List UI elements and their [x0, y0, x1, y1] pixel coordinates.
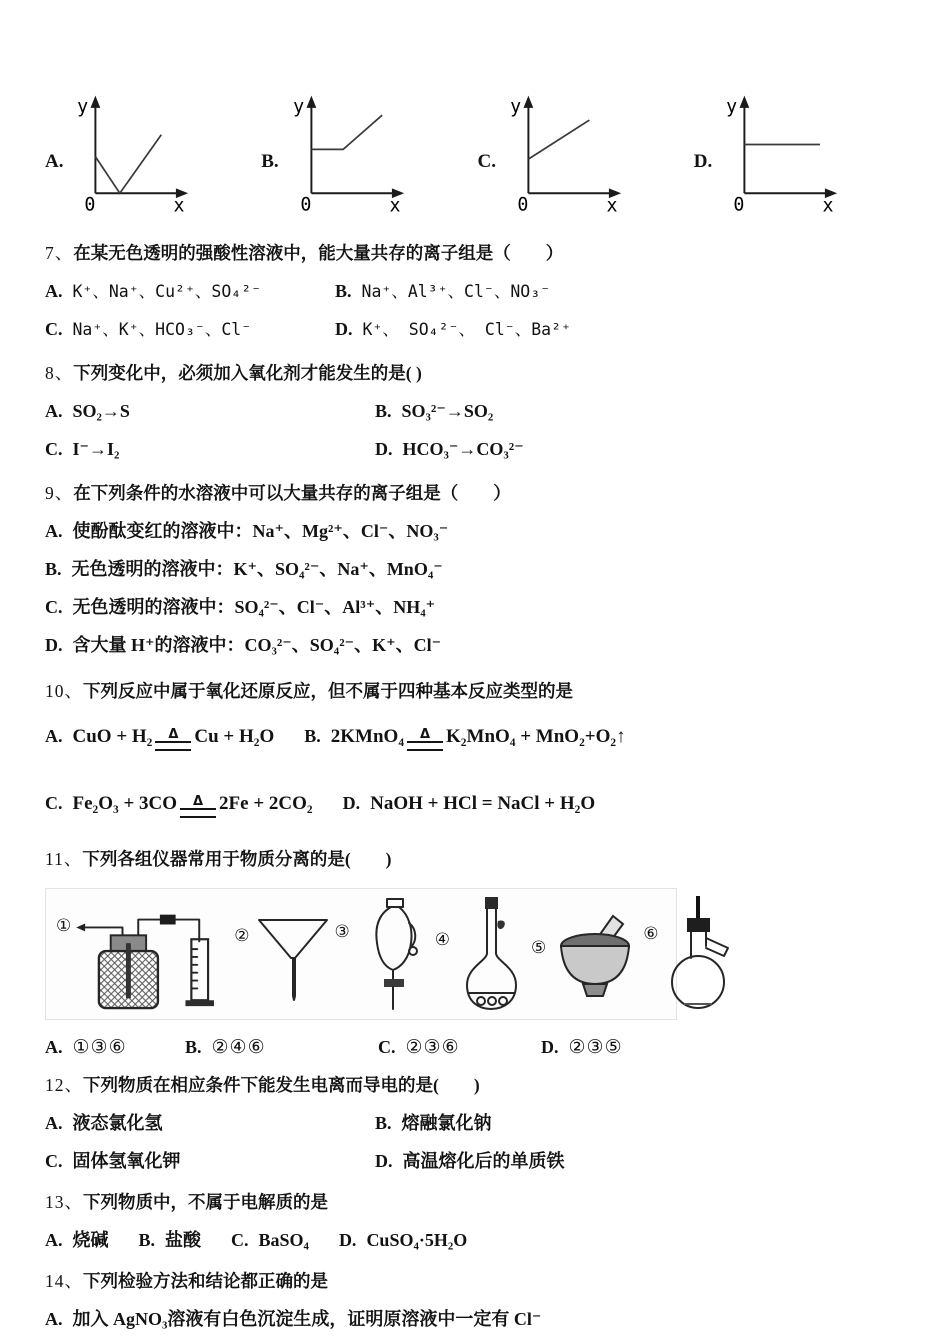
q11-options-row — [45, 1036, 910, 1058]
apparatus-3 — [335, 895, 435, 1013]
y-axis-label: y — [77, 96, 89, 118]
option-label: A. — [45, 521, 63, 541]
distillation-flask-icon — [660, 894, 738, 1014]
y-axis-label: y — [510, 96, 522, 118]
apparatus-6 — [643, 894, 737, 1014]
graph-option-b — [261, 93, 477, 213]
q7-options-row-2 — [45, 317, 910, 342]
q12-options-row-1 — [45, 1111, 910, 1136]
origin-label: 0 — [300, 194, 312, 213]
question-number: 11、 — [45, 849, 83, 869]
graph-option-a — [45, 93, 261, 213]
option-text: 高温熔化后的单质铁 — [402, 1151, 565, 1171]
question-12 — [45, 1072, 910, 1174]
option-label: C. — [45, 1151, 63, 1171]
question-13-title — [45, 1189, 910, 1215]
option-text: SO₂→S — [72, 401, 130, 421]
option-label: C. — [378, 1036, 396, 1057]
option-text: Na⁺、K⁺、HCO₃⁻、Cl⁻ — [72, 320, 252, 339]
question-number: 8、 — [45, 363, 74, 383]
q10-options-row-1 — [45, 710, 910, 755]
option-c — [45, 791, 313, 822]
option-text: 熔融氯化钠 — [401, 1113, 492, 1133]
option-a — [45, 1307, 541, 1332]
option-text: ①③⑥ — [72, 1036, 127, 1058]
option-label: D. — [338, 1230, 357, 1250]
question-13 — [45, 1189, 910, 1253]
option-label: C. — [45, 597, 63, 617]
curve — [96, 135, 162, 194]
equation-right: K₂MnO₄ + MnO₂+O₂↑ — [446, 726, 626, 747]
double-bar — [407, 741, 443, 751]
delta-condition-symbol — [155, 729, 191, 751]
x-axis-label: x — [173, 195, 185, 213]
option-d — [375, 437, 524, 462]
option-label: C. — [45, 319, 63, 339]
equation-full: NaOH + HCl = NaCl + H₂O — [370, 793, 596, 814]
circled-number: ② — [234, 926, 250, 946]
option-text: 液态氯化氢 — [72, 1113, 163, 1133]
option-label: C. — [231, 1230, 249, 1250]
q9-option-c — [45, 595, 910, 620]
graph-a-plot — [71, 93, 193, 213]
option-label: A. — [45, 1036, 63, 1057]
question-7-title — [45, 240, 910, 266]
option-text: ②④⑥ — [211, 1036, 266, 1058]
separating-funnel-icon — [351, 895, 435, 1013]
apparatus-figure — [45, 888, 677, 1020]
answer-graphs-row — [45, 92, 910, 214]
equation-right: 2Fe + 2CO₂ — [219, 793, 313, 814]
option-text: 使酚酞变红的溶液中：Na⁺、Mg²⁺、Cl⁻、NO₃⁻ — [72, 521, 449, 541]
option-b — [139, 1228, 202, 1253]
question-11-title — [45, 846, 910, 872]
q7-options-row-1 — [45, 279, 910, 304]
q14-option-a — [45, 1307, 910, 1332]
option-label: C. — [45, 793, 63, 813]
option-text: I⁻→I₂ — [72, 439, 120, 459]
mortar-and-pestle-icon — [547, 902, 643, 1006]
x-axis-label: x — [822, 195, 834, 213]
option-label: A. — [45, 1230, 63, 1250]
apparatus-2 — [234, 898, 334, 1010]
option-text: 无色透明的溶液中：K⁺、SO₄²⁻、Na⁺、MnO₄⁻ — [71, 559, 443, 579]
apparatus-4 — [435, 895, 531, 1013]
origin-label: 0 — [733, 194, 745, 213]
option-c — [45, 437, 375, 462]
question-text: 下列各组仪器常用于物质分离的是( ) — [82, 849, 392, 869]
graph-c-plot — [504, 93, 626, 213]
question-text: 在下列条件的水溶液中可以大量共存的离子组是（ ） — [73, 483, 511, 503]
apparatus-5 — [531, 902, 643, 1006]
option-label: D. — [45, 635, 63, 655]
option-text: K⁺、 SO₄²⁻、 Cl⁻、Ba²⁺ — [362, 320, 571, 339]
question-text: 在某无色透明的强酸性溶液中，能大量共存的离子组是（ ） — [73, 243, 564, 263]
option-label: D. — [541, 1036, 559, 1057]
question-12-title — [45, 1072, 910, 1098]
question-11 — [45, 846, 910, 1058]
equation-left: Fe₂O₃ + 3CO — [72, 793, 178, 814]
question-10 — [45, 678, 910, 822]
option-label: A. — [45, 726, 63, 746]
question-number: 12、 — [45, 1075, 83, 1095]
q9-option-a — [45, 519, 910, 544]
question-text: 下列变化中，必须加入氧化剂才能发生的是( ) — [73, 363, 422, 383]
option-d — [343, 791, 596, 816]
option-text: K⁺、Na⁺、Cu²⁺、SO₄²⁻ — [72, 282, 262, 301]
option-label: D. — [375, 439, 393, 459]
option-text: CuSO₄·5H₂O — [366, 1230, 468, 1250]
equation-left: 2KMnO₄ — [330, 726, 405, 747]
option-text: 盐酸 — [165, 1230, 202, 1250]
question-10-title — [45, 678, 910, 704]
option-label: B. — [335, 281, 352, 301]
option-d — [375, 1149, 565, 1174]
option-label: D. — [375, 1151, 393, 1171]
question-7 — [45, 240, 910, 342]
option-c — [45, 317, 335, 342]
q8-options-row-1 — [45, 399, 910, 424]
question-text: 下列检验方法和结论都正确的是 — [83, 1271, 328, 1291]
origin-label: 0 — [517, 194, 529, 213]
double-bar — [155, 741, 191, 751]
option-label: A. — [45, 401, 63, 421]
option-text: ②③⑥ — [405, 1036, 460, 1058]
y-axis-label: y — [726, 96, 738, 118]
question-number: 13、 — [45, 1192, 83, 1212]
option-a — [45, 399, 375, 424]
option-a — [45, 279, 335, 304]
delta-glyph: Δ — [193, 794, 204, 809]
q8-options-row-2 — [45, 437, 910, 462]
option-text: ②③⑤ — [568, 1036, 623, 1058]
option-text: SO₃²⁻→SO₂ — [401, 401, 494, 421]
question-8 — [45, 360, 910, 462]
option-text: 无色透明的溶液中：SO₄²⁻、Cl⁻、Al³⁺、NH₄⁺ — [72, 597, 436, 617]
option-b — [335, 279, 550, 304]
delta-glyph: Δ — [420, 727, 431, 742]
question-8-title — [45, 360, 910, 386]
option-label: D. — [335, 319, 353, 339]
option-label: B. — [138, 1230, 156, 1250]
circled-number: ⑥ — [643, 924, 659, 944]
delta-condition-symbol — [407, 729, 443, 751]
question-9-title — [45, 480, 910, 506]
circled-number: ④ — [434, 930, 450, 950]
x-axis-label: x — [389, 195, 401, 213]
option-label: D. — [342, 793, 361, 813]
question-number: 10、 — [45, 681, 83, 701]
option-text: Na⁺、Al³⁺、Cl⁻、NO₃⁻ — [361, 282, 551, 301]
option-label: B. — [45, 559, 62, 579]
option-text: 加入 AgNO₃溶液有白色沉淀生成，证明原溶液中一定有 Cl⁻ — [72, 1309, 542, 1329]
question-number: 14、 — [45, 1271, 83, 1291]
gas-washing-bottle-icon — [72, 894, 234, 1014]
circled-number: ③ — [334, 922, 350, 942]
question-text: 下列物质中，不属于电解质的是 — [83, 1192, 328, 1212]
question-9 — [45, 480, 910, 658]
option-d — [541, 1036, 623, 1058]
option-label: A. — [45, 1113, 63, 1133]
y-axis-label: y — [292, 96, 304, 118]
circled-number: ① — [56, 916, 72, 936]
graph-d-plot — [720, 93, 842, 213]
graph-option-c — [478, 93, 694, 213]
graph-label: B. — [261, 151, 279, 172]
question-14-title — [45, 1268, 910, 1294]
question-number: 7、 — [45, 243, 74, 263]
equation-right: Cu + H₂O — [194, 726, 275, 747]
volumetric-flask-icon — [451, 895, 531, 1013]
question-text: 下列物质在相应条件下能发生电离而导电的是( ) — [83, 1075, 480, 1095]
option-d — [339, 1228, 467, 1253]
graph-label: C. — [477, 151, 496, 172]
option-a — [45, 1036, 185, 1058]
option-label: A. — [45, 281, 63, 301]
option-c — [231, 1228, 309, 1253]
option-b — [375, 399, 493, 424]
origin-label: 0 — [84, 194, 96, 213]
option-a — [45, 1228, 109, 1253]
delta-condition-symbol — [180, 796, 216, 818]
option-c — [378, 1036, 541, 1058]
option-label: A. — [45, 1309, 63, 1329]
option-text: 含大量 H⁺的溶液中：CO₃²⁻、SO₄²⁻、K⁺、Cl⁻ — [72, 635, 442, 655]
question-14 — [45, 1268, 910, 1332]
graph-b-plot — [287, 93, 409, 213]
option-c — [45, 1149, 375, 1174]
question-text: 下列反应中属于氧化还原反应，但不属于四种基本反应类型的是 — [83, 681, 573, 701]
option-text: 固体氢氧化钾 — [72, 1151, 181, 1171]
question-number: 9、 — [45, 483, 74, 503]
option-text: BaSO₄ — [258, 1230, 309, 1250]
double-bar — [180, 808, 216, 818]
circled-number: ⑤ — [531, 938, 547, 958]
option-label: C. — [45, 439, 63, 459]
option-b — [304, 724, 625, 755]
option-text: HCO₃⁻→CO₃²⁻ — [402, 439, 524, 459]
q9-option-d — [45, 633, 910, 658]
graph-option-d — [694, 93, 910, 213]
option-a — [45, 724, 274, 755]
graph-label: D. — [693, 151, 713, 172]
funnel-icon — [251, 898, 335, 1010]
option-b — [185, 1036, 378, 1058]
option-label: B. — [375, 401, 392, 421]
option-label: B. — [375, 1113, 392, 1133]
graph-label: A. — [45, 151, 64, 172]
option-a — [45, 1111, 375, 1136]
q9-option-b — [45, 557, 910, 582]
curve — [311, 115, 382, 149]
x-axis-label: x — [606, 195, 618, 213]
curve — [528, 120, 589, 159]
option-label: B. — [304, 726, 321, 746]
option-label: B. — [185, 1036, 202, 1057]
option-b — [375, 1111, 492, 1136]
apparatus-1 — [56, 894, 234, 1014]
delta-glyph: Δ — [168, 727, 179, 742]
q10-options-row-2 — [45, 777, 910, 822]
equation-left: CuO + H₂ — [72, 726, 153, 747]
option-d — [335, 317, 571, 342]
q13-options-row — [45, 1228, 910, 1253]
option-text: 烧碱 — [72, 1230, 109, 1250]
q12-options-row-2 — [45, 1149, 910, 1174]
